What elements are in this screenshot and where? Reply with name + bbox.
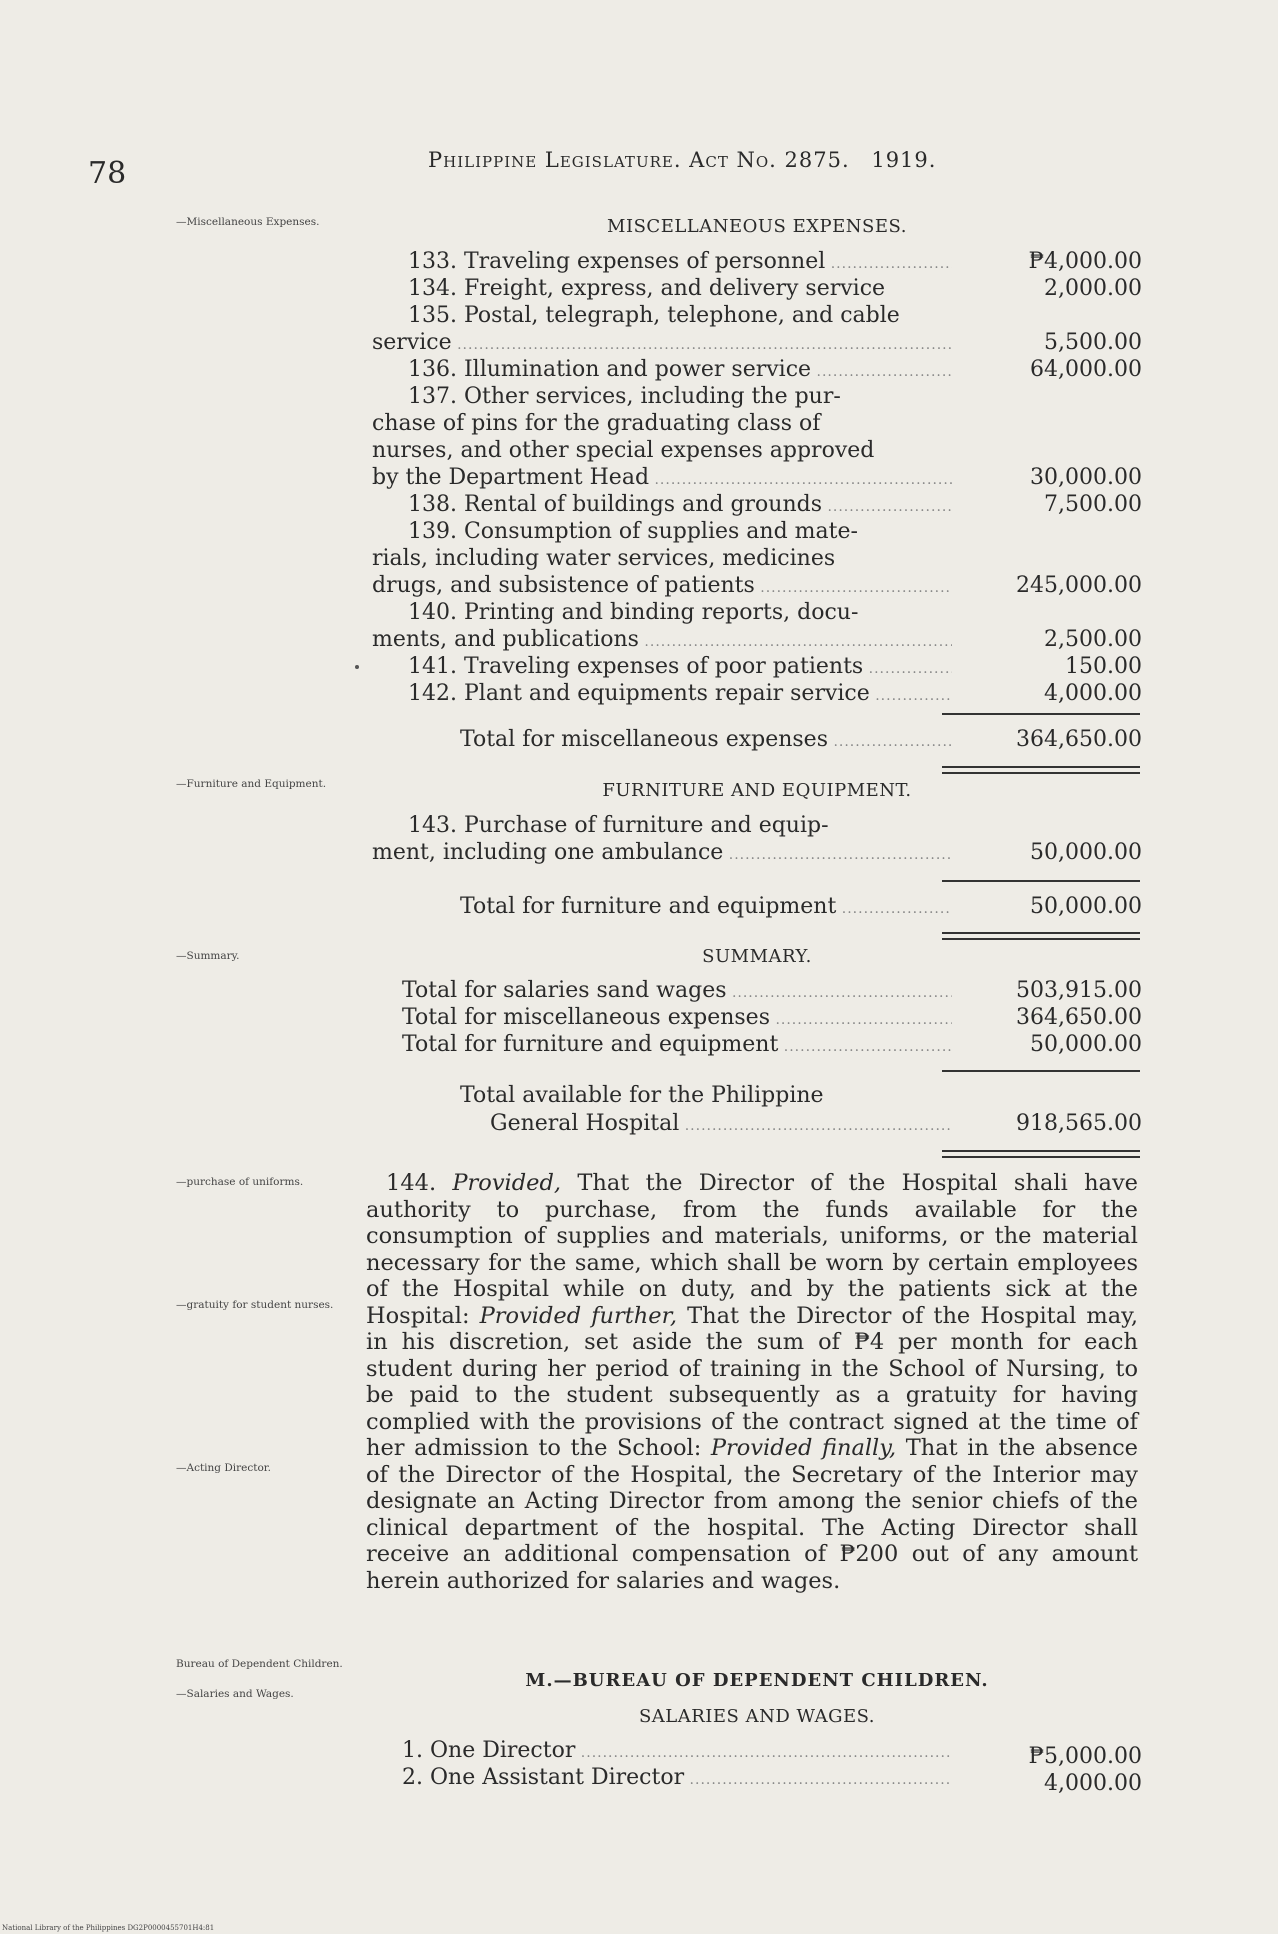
misc-item-line — [372, 383, 1142, 410]
para-text-1: 144. — [386, 1170, 453, 1196]
furniture-item-text: ment, including one ambulance ..... — [372, 839, 952, 869]
para-provided-further: Provided further, — [479, 1302, 678, 1329]
misc-item-line — [372, 410, 1142, 437]
misc-item-text: nurses, and other special expenses approved — [372, 438, 875, 463]
misc-item-text: rials, including water services, medicines — [372, 546, 836, 571]
misc-item-text: service ..... — [372, 329, 952, 359]
furniture-rule — [942, 880, 1140, 882]
scan-footer: National Library of the Philippines DG2P0000455701H4:81 — [2, 1924, 215, 1932]
misc-item-amount: 2,000.00 — [1044, 276, 1142, 301]
summary-row-amount: 503,915.00 — [1016, 978, 1142, 1003]
summary-row-label: Total for miscellaneous expenses ..... — [402, 1004, 952, 1034]
misc-rule — [942, 713, 1140, 715]
margin-note-gratuity: —gratuity for student nurses. — [176, 1299, 334, 1311]
misc-item-line — [372, 437, 1142, 464]
misc-item-text: 140. Printing and binding reports, docu- — [408, 600, 859, 625]
furniture-total-amount: 50,000.00 — [1030, 894, 1142, 919]
misc-item — [372, 572, 1142, 599]
summary-row-amount: 364,650.00 — [1016, 1005, 1142, 1030]
summary-rule — [942, 1070, 1140, 1072]
misc-item — [372, 329, 1142, 356]
misc-item — [372, 491, 1142, 518]
summary-row-label: Total for furniture and equipment ..... — [402, 1031, 952, 1061]
misc-total — [372, 726, 1142, 753]
margin-note-bureau: Bureau of Dependent Children. — [176, 1658, 343, 1670]
misc-item — [372, 653, 1142, 680]
summary-row — [372, 1004, 1142, 1031]
furniture-heading: FURNITURE AND EQUIPMENT. — [602, 780, 912, 801]
summary-row-label: Total for salaries sand wages ..... — [402, 977, 952, 1007]
misc-item-amount: 30,000.00 — [1030, 465, 1142, 490]
misc-item — [372, 464, 1142, 491]
misc-total-amount: 364,650.00 — [1016, 727, 1142, 752]
misc-item-text: 142. Plant and equipments repair service ..... — [408, 680, 952, 710]
margin-note-acting-director: —Acting Director. — [176, 1462, 271, 1474]
misc-item-amount: 2,500.00 — [1044, 627, 1142, 652]
bureau-row — [372, 1737, 1142, 1769]
misc-item — [372, 626, 1142, 653]
misc-item-amount: 150.00 — [1065, 654, 1142, 679]
misc-item-amount: 245,000.00 — [1016, 573, 1142, 598]
grand-total-label-1: Total available for the Philippine — [460, 1083, 824, 1108]
margin-note-salaries: —Salaries and Wages. — [176, 1688, 294, 1700]
bureau-row-label: 1. One Director ..... — [402, 1737, 952, 1767]
summary-row — [372, 977, 1142, 1004]
misc-item-line — [372, 545, 1142, 572]
misc-item-amount: 5,500.00 — [1044, 330, 1142, 355]
misc-item-line — [372, 599, 1142, 626]
bureau-row — [372, 1764, 1142, 1796]
misc-item-line — [372, 302, 1142, 329]
summary-heading: SUMMARY. — [702, 946, 812, 967]
misc-item-text: 138. Rental of buildings and grounds ..... — [408, 491, 952, 521]
misc-item-text: 139. Consumption of supplies and mate- — [408, 519, 858, 544]
misc-item — [372, 356, 1142, 383]
margin-note-misc: —Miscellaneous Expenses. — [176, 216, 320, 228]
grand-total-double-rule — [942, 1150, 1140, 1158]
bureau-row-amount: 4,000.00 — [1044, 1771, 1142, 1796]
misc-item-text: ments, and publications ..... — [372, 626, 952, 656]
running-head-year: 1919. — [871, 148, 937, 172]
misc-item — [372, 680, 1142, 707]
misc-item-text: 137. Other services, including the pur- — [408, 384, 841, 409]
misc-item-text: drugs, and subsistence of patients ..... — [372, 572, 952, 602]
para-text-2: That the Director of the Hospital shali have authority to purchase, from the funds available for the consumption of supplies and materials, uniforms, or the material necessary for the same, which shall be worn by certain employees of the Hospital while on duty, and by the patients sick at the Hospital: — [366, 1170, 1139, 1329]
summary-row — [372, 1031, 1142, 1058]
para-text-3: That the Director of the Hospital may, in his discretion, set aside the sum of ₱4 per month for each student during her period of training in the School of Nursing, to be paid to the student subsequently as a gratuity for having complied with the provisions of the contract signed at the time of her admission to the School: — [366, 1302, 1139, 1461]
margin-note-summary: —Summary. — [176, 950, 240, 962]
furniture-total — [372, 893, 1142, 920]
furniture-item-line — [372, 812, 1142, 839]
misc-double-rule — [942, 766, 1140, 774]
margin-note-furniture: —Furniture and Equipment. — [176, 778, 327, 790]
misc-heading: MISCELLANEOUS EXPENSES. — [607, 216, 907, 237]
page-number: 78 — [88, 156, 127, 191]
summary-row-amount: 50,000.00 — [1030, 1032, 1142, 1057]
para-text-4: That in the absence of the Director of the Hospital, the Secretary of the Interior may designate an Acting Director from among the senior chiefs of the clinical department of the hospital. The Acting Director shall receive an additional compensation of ₱200 out of any amount herein authorized for salaries and wages. — [366, 1435, 1139, 1594]
grand-total — [372, 1110, 1142, 1137]
misc-item-text: 141. Traveling expenses of poor patients ..... — [408, 653, 952, 683]
furniture-item-text: 143. Purchase of furniture and equip- — [408, 813, 829, 838]
misc-item-amount: 64,000.00 — [1030, 357, 1142, 382]
para-provided: Provided, — [452, 1170, 562, 1196]
running-head — [428, 148, 1108, 172]
misc-item-amount: 4,000.00 — [1044, 681, 1142, 706]
para-provided-finally: Provided finally, — [710, 1435, 897, 1461]
misc-item-text: chase of pins for the graduating class of — [372, 411, 821, 436]
margin-note-uniforms: —purchase of uniforms. — [176, 1176, 304, 1188]
misc-item-text: 134. Freight, express, and delivery service — [408, 276, 886, 301]
stray-mark — [355, 665, 359, 669]
misc-item — [372, 248, 1142, 275]
furniture-item-amount: 50,000.00 — [1030, 840, 1142, 865]
bureau-row-amount: ₱5,000.00 — [1028, 1744, 1142, 1769]
misc-item-text: 135. Postal, telegraph, telephone, and cable — [408, 303, 900, 328]
grand-total-line — [372, 1082, 1142, 1109]
grand-total-amount: 918,565.00 — [1016, 1111, 1142, 1136]
misc-item-text: by the Department Head ..... — [372, 464, 952, 494]
bureau-row-label: 2. One Assistant Director ..... — [402, 1764, 952, 1794]
furniture-item — [372, 839, 1142, 866]
furniture-double-rule — [942, 932, 1140, 940]
misc-item-text: 133. Traveling expenses of personnel ..... — [408, 248, 952, 278]
section-144-paragraph — [366, 1170, 1138, 1594]
misc-item-amount: 7,500.00 — [1044, 492, 1142, 517]
misc-item-line — [372, 518, 1142, 545]
bureau-subheading: SALARIES AND WAGES. — [638, 1706, 876, 1727]
furniture-total-label: Total for furniture and equipment ..... — [460, 893, 952, 923]
misc-total-label: Total for miscellaneous expenses ..... — [460, 726, 952, 756]
grand-total-label-2: General Hospital ..... — [490, 1110, 952, 1140]
misc-item — [372, 275, 1142, 302]
bureau-heading: M.—BUREAU OF DEPENDENT CHILDREN. — [525, 1670, 989, 1691]
running-head-title: Philippine Legislature. Act No. 2875. — [428, 148, 850, 172]
misc-item-text: 136. Illumination and power service ..... — [408, 356, 952, 386]
misc-item-amount: ₱4,000.00 — [1028, 249, 1142, 274]
